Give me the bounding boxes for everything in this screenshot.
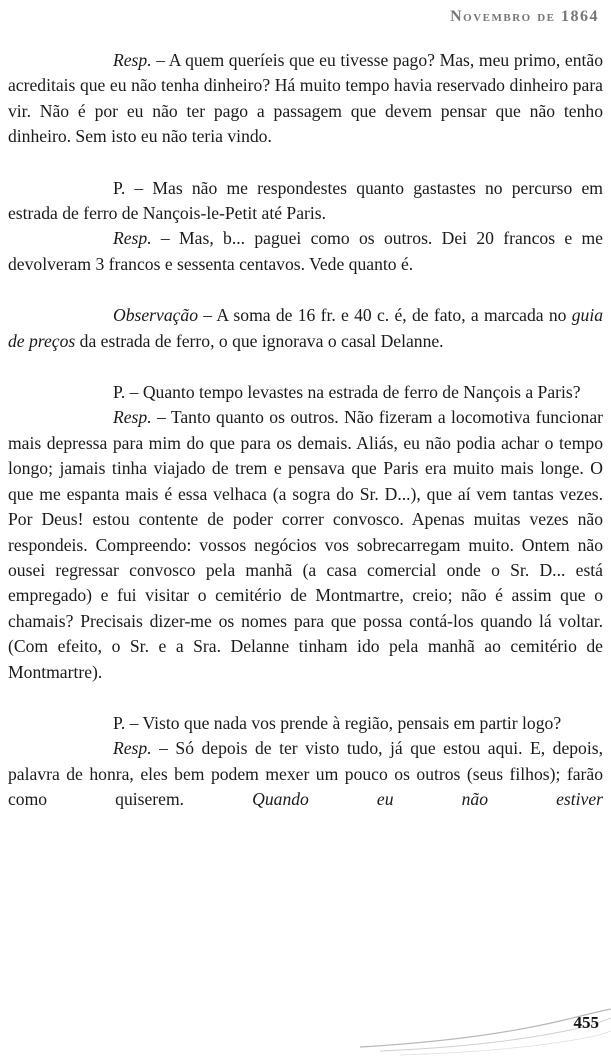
- paragraph-text: – A quem queríeis que eu tivesse pago? Mas, meu primo, então acreditais que eu não tenha dinheiro? Há muito tempo havia reservado dinheiro para vir. Não é por eu não ter pago a passagem que devem pensar que não tenho dinheiro. Sem isto eu não teria vindo.: [8, 50, 603, 147]
- paragraph-text: – Só depois de ter visto tudo, já que estou aqui. E, depois, palavra de honra, eles bem podem mexer um pouco os outros (seus filhos); farão como quiserem.: [8, 738, 603, 810]
- paragraph-observation: [8, 303, 603, 354]
- paragraph-text: – Mas, b... paguei como os outros. Dei 20 francos e me devolveram 3 francos e sessenta centavos. Vede quanto é.: [8, 228, 603, 274]
- paragraph-text: – Tanto quanto os outros. Não fizeram a locomotiva funcionar mais depressa para mim do que para os demais. Aliás, eu não podia achar o tempo longo; jamais tinha viajado de trem e pensava que Paris era muito mais longe. O que me espanta mais é essa velhaca (a sogra do Sr. D...), que aí vem tantas vezes. Por Deus! estou contente de poder correr convosco. Apenas muitas vezes não respondeis. Compreendo: vossos negócios vos sobrecarregam muito. Ontem não ousei regressar convosco pela manhã (a casa comercial onde o Sr. D... está empregado) e fui visitar o cemitério de Montmartre, creio; não é assim que o chamais? Precisais dizer-me os nomes para que possa contá-los quando lá voltar. (Com efeito, o Sr. e a Sra. Delanne tinham ido pela manhã ao cemitério de Montmartre).: [8, 407, 603, 682]
- speaker-label: Resp.: [113, 228, 152, 249]
- paragraph-question-3: [8, 711, 603, 736]
- running-header: Novembro de 1864: [450, 8, 599, 25]
- page-footer: [0, 999, 611, 1059]
- speaker-label: Resp.: [113, 50, 152, 70]
- speaker-label: Resp.: [113, 407, 152, 428]
- paragraph-text: P. – Mas não me respondestes quanto gastastes no percurso em estrada de ferro de Nançois-le-Petit até Paris.: [8, 177, 603, 224]
- page-body: [8, 48, 603, 813]
- paragraph-resp-4: [8, 736, 603, 812]
- paragraph-text: P. – Quanto tempo levastes na estrada de ferro de Nançois a Paris?: [113, 382, 581, 403]
- speaker-label: Resp.: [113, 738, 152, 759]
- observation-label: Observação: [113, 305, 199, 326]
- paragraph-resp-1: [8, 48, 603, 150]
- paragraph-resp-2: [8, 226, 603, 277]
- paragraph-text: – A soma de 16 fr. e 40 c. é, de fato, a marcada no: [198, 305, 572, 326]
- italic-phrase: guia de preços: [8, 305, 603, 351]
- paragraph-question-1: [8, 176, 603, 227]
- footer-swoosh-decoration: [0, 999, 611, 1059]
- page-number: 455: [573, 1013, 599, 1032]
- paragraph-text: da estrada de ferro, o que ignorava o casal Delanne.: [75, 330, 444, 351]
- paragraph-text: P. – Visto que nada vos prende à região, pensais em partir logo?: [113, 712, 562, 733]
- italic-phrase: Quando eu não estiver: [252, 789, 603, 810]
- paragraph-resp-3: [8, 405, 603, 684]
- paragraph-question-2: [8, 380, 603, 405]
